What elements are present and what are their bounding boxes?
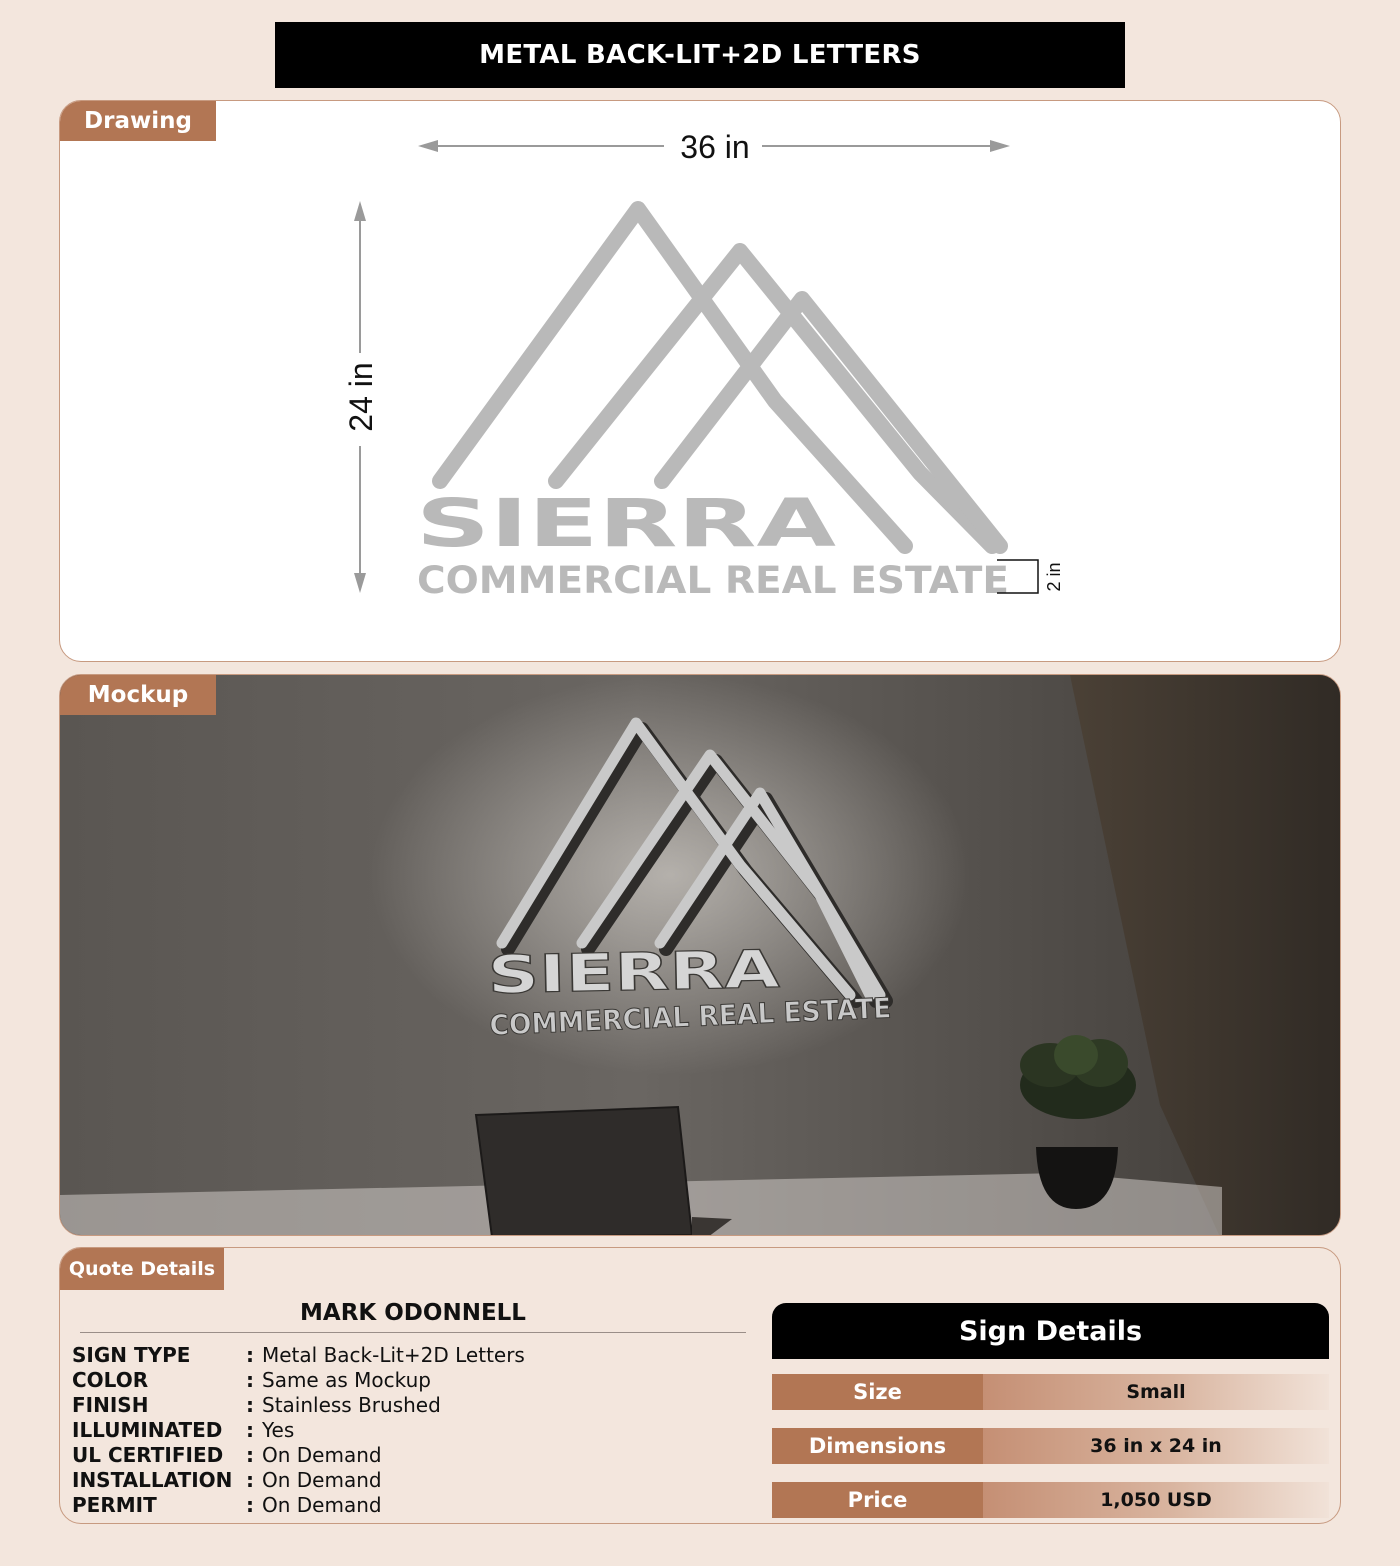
size-label: Size bbox=[772, 1374, 983, 1410]
spec-row bbox=[72, 1342, 525, 1367]
letter-height-label: 2 in bbox=[1044, 562, 1064, 592]
logo-word: SIERRA bbox=[416, 485, 836, 562]
spec-value: Stainless Brushed bbox=[262, 1392, 441, 1417]
price-value: 1,050 USD bbox=[983, 1482, 1329, 1518]
dimensions-value: 36 in x 24 in bbox=[983, 1428, 1329, 1464]
width-dimension-label: 36 in bbox=[680, 129, 750, 165]
sign-details-title: Sign Details bbox=[772, 1303, 1329, 1359]
spec-key: UL CERTIFIED bbox=[72, 1442, 224, 1467]
mockup-logo-word: SIERRA bbox=[487, 941, 701, 1006]
spec-row bbox=[72, 1492, 525, 1517]
spec-key: PERMIT bbox=[72, 1492, 157, 1517]
spec-row bbox=[72, 1442, 525, 1467]
logo-subtitle: COMMERCIAL REAL ESTATE bbox=[417, 559, 1009, 602]
spec-row bbox=[72, 1417, 525, 1442]
drawing-panel bbox=[59, 100, 1341, 662]
spec-value: Yes bbox=[262, 1417, 295, 1442]
spec-colon: : bbox=[246, 1492, 254, 1517]
size-value: Small bbox=[983, 1374, 1329, 1410]
price-row bbox=[772, 1482, 1329, 1518]
quote-panel bbox=[59, 1247, 1341, 1524]
dimensions-row bbox=[772, 1428, 1329, 1464]
spec-colon: : bbox=[246, 1417, 254, 1442]
spec-value: On Demand bbox=[262, 1442, 382, 1467]
spec-key: INSTALLATION bbox=[72, 1467, 233, 1492]
height-dimension-label: 24 in bbox=[343, 362, 379, 432]
spec-row bbox=[72, 1392, 525, 1417]
spec-list bbox=[72, 1342, 525, 1517]
price-label: Price bbox=[772, 1482, 983, 1518]
page-title: METAL BACK-LIT+2D LETTERS bbox=[275, 22, 1125, 88]
mockup-logo-subtitle: COMMERCIAL REAL ESTATE bbox=[488, 990, 915, 1042]
mockup-panel bbox=[59, 674, 1341, 1236]
spec-colon: : bbox=[246, 1467, 254, 1492]
spec-value: Metal Back-Lit+2D Letters bbox=[262, 1342, 525, 1367]
quote-tab-label: Quote Details bbox=[60, 1248, 224, 1290]
spec-key: SIGN TYPE bbox=[72, 1342, 191, 1367]
dimensions-label: Dimensions bbox=[772, 1428, 983, 1464]
spec-colon: : bbox=[246, 1342, 254, 1367]
mockup-scene bbox=[60, 675, 1341, 1236]
size-row bbox=[772, 1374, 1329, 1410]
spec-value: On Demand bbox=[262, 1467, 382, 1492]
spec-colon: : bbox=[246, 1392, 254, 1417]
spec-colon: : bbox=[246, 1442, 254, 1467]
customer-name: MARK ODONNELL bbox=[80, 1300, 746, 1333]
spec-key: ILLUMINATED bbox=[72, 1417, 223, 1442]
spec-row bbox=[72, 1367, 525, 1392]
mockup-tab-label: Mockup bbox=[60, 675, 216, 715]
drawing-tab-label: Drawing bbox=[60, 101, 216, 141]
spec-row bbox=[72, 1467, 525, 1492]
sign-drawing bbox=[60, 101, 1341, 662]
spec-key: COLOR bbox=[72, 1367, 149, 1392]
spec-value: Same as Mockup bbox=[262, 1367, 431, 1392]
spec-colon: : bbox=[246, 1367, 254, 1392]
spec-value: On Demand bbox=[262, 1492, 382, 1517]
spec-key: FINISH bbox=[72, 1392, 149, 1417]
